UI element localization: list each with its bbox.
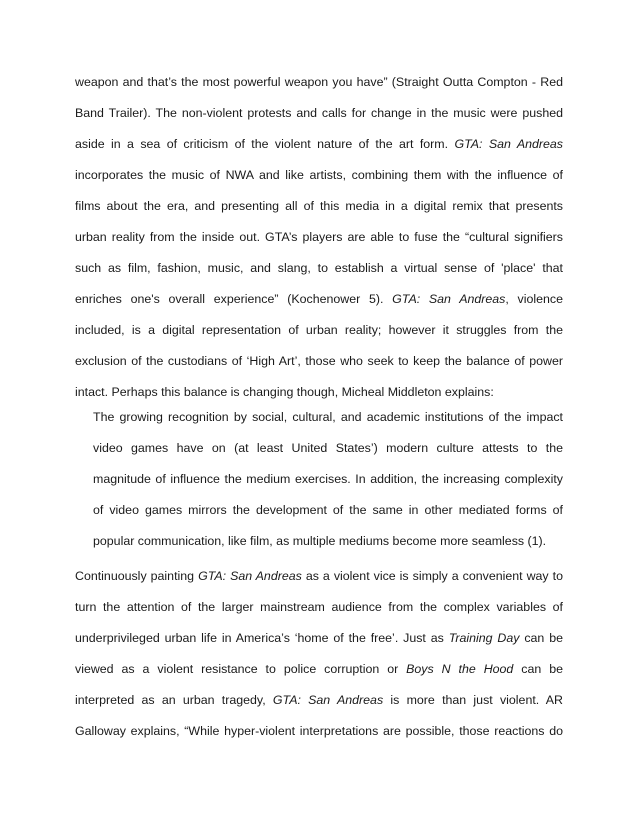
text-line [75, 191, 563, 222]
text-line [75, 315, 563, 346]
text-segment: enriches one's overall experience” (Kochenower 5). [75, 292, 393, 306]
text-line [75, 592, 563, 623]
text-line [75, 253, 563, 284]
italic-title: Training Day [448, 631, 520, 645]
text-segment: , violence [505, 292, 563, 306]
text-segment: exclusion of the custodians of ‘High Art’, those who seek to keep the balance of power [75, 354, 563, 368]
text-line [93, 495, 563, 526]
text-segment: included, is a digital representation of urban reality; however it struggles from the [75, 323, 563, 337]
text-line [93, 433, 563, 464]
text-segment: incorporates the music of NWA and like artists, combining them with the influence of [75, 168, 563, 182]
text-segment: as a violent vice is simply a convenient way to [301, 569, 563, 583]
text-line [75, 346, 563, 377]
text-segment: The growing recognition by social, cultural, and academic institutions of the impact [93, 410, 563, 424]
text-segment: can be [513, 662, 563, 676]
text-line [75, 160, 563, 191]
text-line [75, 623, 563, 654]
italic-title: GTA: San Andreas [272, 693, 384, 707]
text-segment: magnitude of influence the medium exercises. In addition, the increasing complexity [93, 472, 563, 486]
italic-title: GTA: San Andreas [392, 292, 506, 306]
text-segment: can be [519, 631, 563, 645]
text-line [93, 464, 563, 495]
text-segment: of video games mirrors the development of the same in other mediated forms of [93, 503, 563, 517]
text-line [75, 284, 563, 315]
italic-title: GTA: San Andreas [198, 569, 302, 583]
text-line [75, 685, 563, 716]
text-segment: interpreted as an urban tragedy, [75, 693, 273, 707]
text-line [93, 402, 563, 433]
text-segment: such as film, fashion, music, and slang, to establish a virtual sense of 'place' that [75, 261, 563, 275]
text-segment: viewed as a violent resistance to police corruption or [75, 662, 407, 676]
text-segment: weapon and that’s the most powerful weapon you have” (Straight Outta Compton - Red [75, 75, 563, 89]
text-line [75, 98, 563, 129]
text-line [75, 222, 563, 253]
text-line [75, 654, 563, 685]
italic-title: GTA: San Andreas [454, 137, 563, 151]
text-segment: turn the attention of the larger mainstream audience from the complex variables of [75, 600, 563, 614]
text-segment: aside in a sea of criticism of the violent nature of the art form. [75, 137, 455, 151]
text-line [75, 561, 563, 592]
text-segment: underprivileged urban life in America’s ‘home of the free’. Just as [75, 631, 449, 645]
italic-title: Boys N the Hood [406, 662, 514, 676]
text-line [75, 716, 563, 747]
blockquote [93, 402, 563, 557]
paragraph-1 [75, 67, 563, 408]
text-segment: Galloway explains, “While hyper-violent interpretations are possible, those reactions do [75, 724, 563, 738]
text-segment: popular communication, like film, as multiple mediums become more seamless (1). [93, 534, 547, 548]
text-line [75, 67, 563, 98]
text-segment: urban reality from the inside out. GTA’s players are able to fuse the “cultural signifiers [75, 230, 563, 244]
paragraph-2 [75, 561, 563, 747]
text-segment: intact. Perhaps this balance is changing though, Micheal Middleton explains: [75, 385, 494, 399]
text-line [75, 129, 563, 160]
text-segment: video games have on (at least United States’) modern culture attests to the [93, 441, 563, 455]
text-segment: Band Trailer). The non-violent protests and calls for change in the music were pushed [75, 106, 563, 120]
text-segment: is more than just violent. AR [383, 693, 563, 707]
text-line [93, 526, 563, 557]
text-segment: films about the era, and presenting all of this media in a digital remix that presents [75, 199, 563, 213]
text-segment: Continuously painting [75, 569, 199, 583]
